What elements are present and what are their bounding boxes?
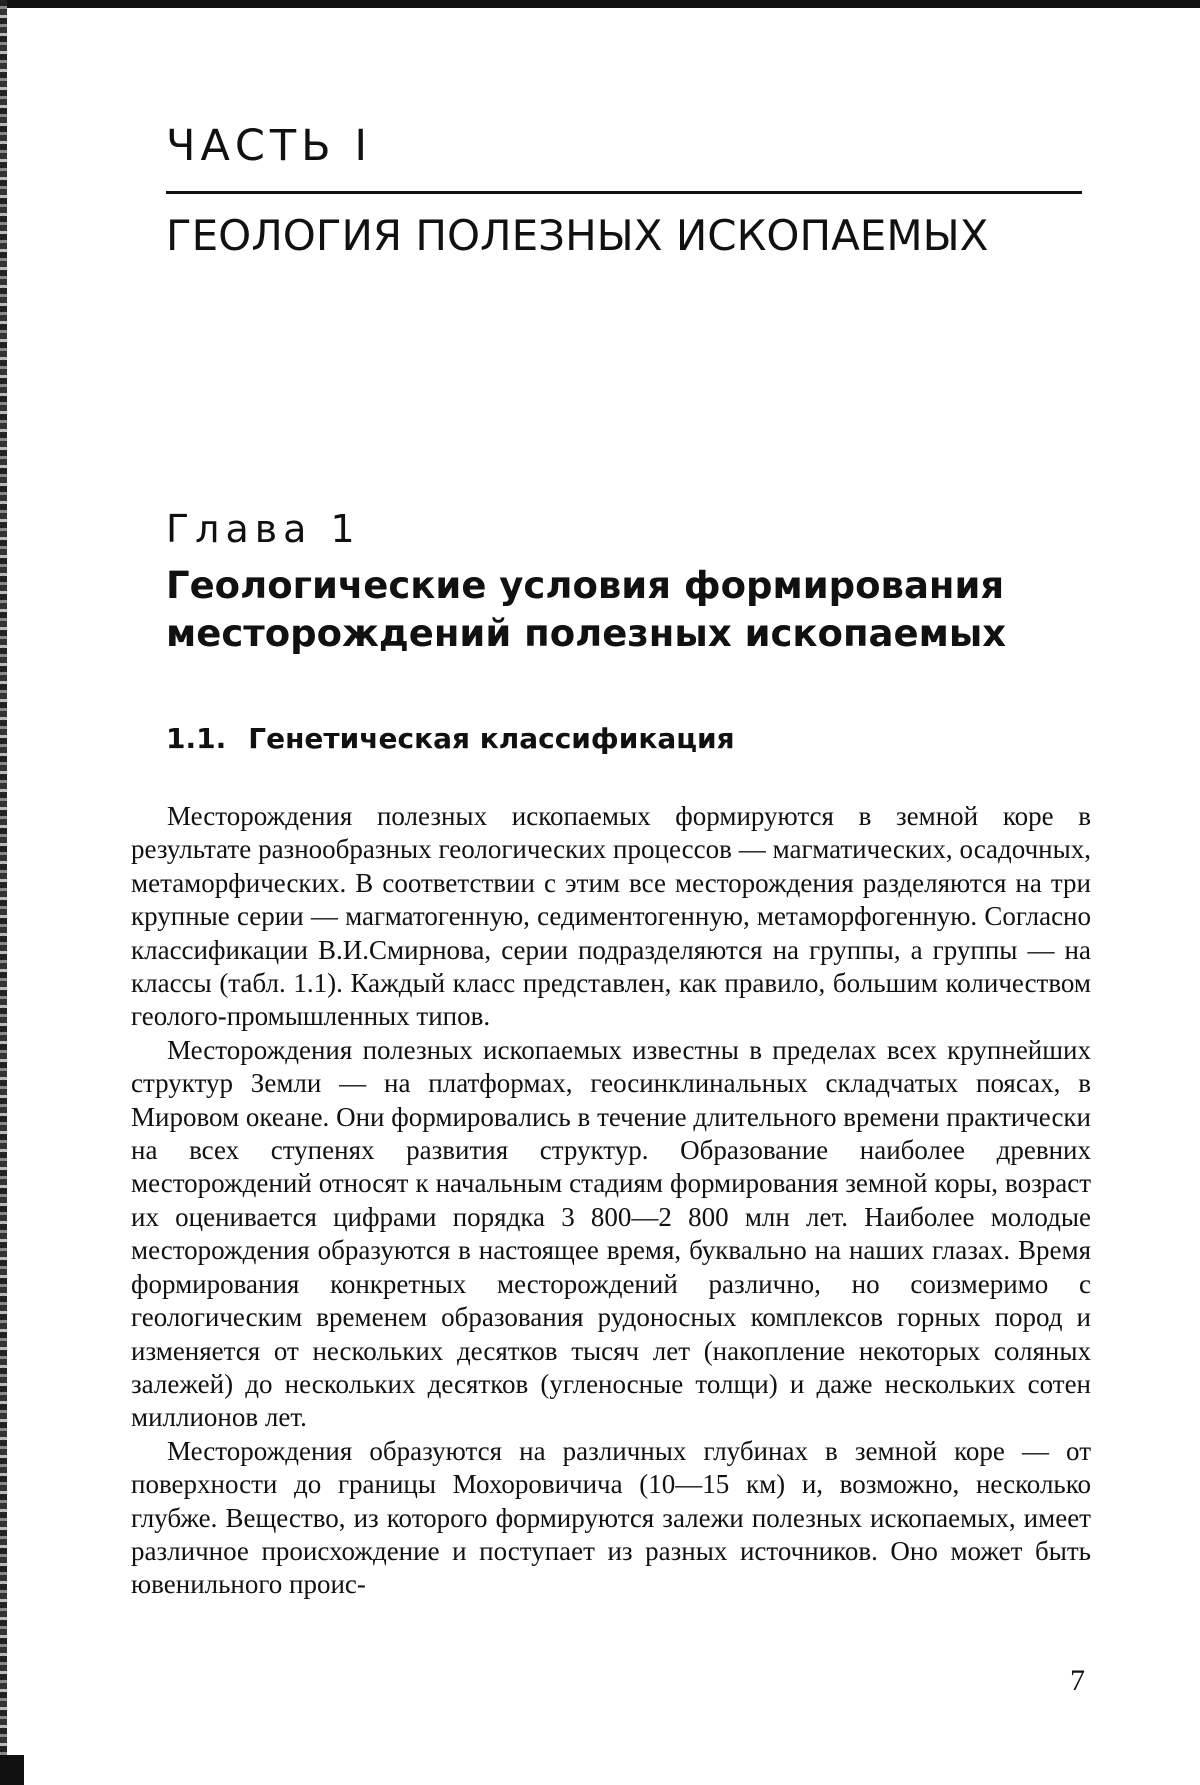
part-divider — [166, 191, 1082, 194]
section-heading — [166, 722, 735, 755]
scan-edge-left — [0, 0, 7, 1785]
section-title: Генетическая классификация — [248, 722, 735, 755]
page-number: 7 — [1070, 1664, 1085, 1697]
scan-edge-top — [0, 0, 1200, 8]
scan-corner-bottom-left — [0, 1755, 24, 1785]
body-text — [131, 800, 1091, 1602]
chapter-title: Геологические условия формирования месторождений полезных ископаемых — [166, 564, 1007, 655]
paragraph-2: Месторождения полезных ископаемых известны в пределах всех крупнейших структур Земли — на платформах, геосинклинальных складчатых поясах, в Мировом океане. Они формировались в течение длительного времени практически на всех ступенях развития структур. Образование наиболее древних месторождений относят к начальным стадиям формирования земной коры, возраст их оценивается цифрами порядка 3 800—2 800 млн лет. Наиболее молодые месторождения образуются в настоящее время, буквально на наших глазах. Время формирования конкретных месторождений различно, но соизмеримо с геологическим временем образования рудоносных комплексов горных пород и изменяется от нескольких десятков тысяч лет (накопление некоторых соляных залежей) до нескольких десятков (угленосные толщи) и даже нескольких сотен миллионов лет. — [131, 1034, 1091, 1433]
part-title: ГЕОЛОГИЯ ПОЛЕЗНЫХ ИСКОПАЕМЫХ — [166, 211, 989, 260]
part-label: ЧАСТЬ I — [166, 121, 373, 171]
paragraph-3: Месторождения образуются на различных глубинах в земной коре — от поверхности до границы Мохоровичича (10—15 км) и, возможно, несколько глубже. Вещество, из которого формируются залежи полезных ископаемых, имеет различное происхождение и поступает из разных источников. Оно может быть ювенильного проис- — [131, 1435, 1091, 1600]
paragraph-1: Месторождения полезных ископаемых формируются в земной коре в результате разнообразных геологических процессов — магматических, осадочных, метаморфических. В соответствии с этим все месторождения разделяются на три крупные серии — магматогенную, седиментогенную, метаморфогенную. Согласно классификации В.И.Смирнова, серии подразделяются на группы, а группы — на классы (табл. 1.1). Каждый класс представлен, как правило, большим количеством геолого-промышленных типов. — [131, 801, 1091, 1032]
chapter-label: Глава 1 — [166, 507, 361, 551]
section-number: 1.1. — [166, 722, 227, 755]
